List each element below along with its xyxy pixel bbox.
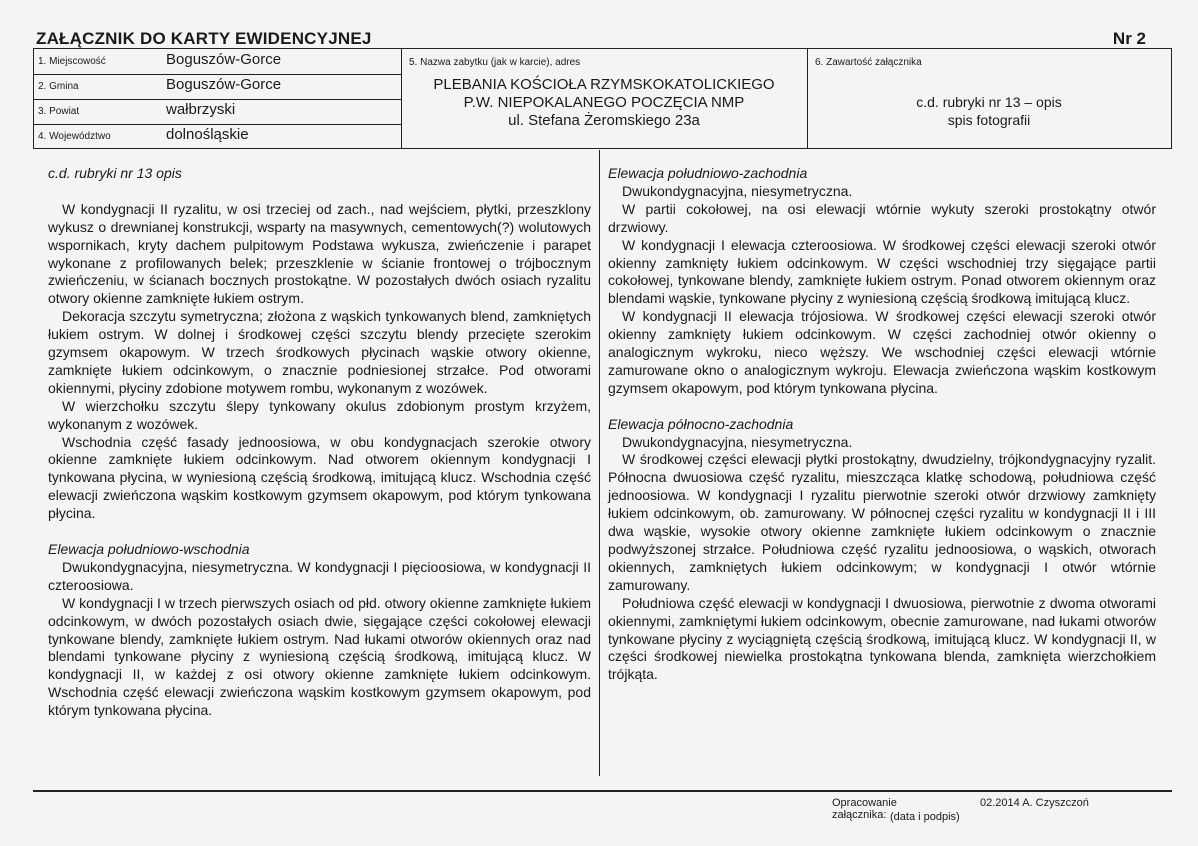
paragraph: W środkowej części elewacji płytki prostokątny, dwudzielny, trójkondygnacyjny ryzalit. Północna dwuosiowa część ryzalitu, mieszcząca klatkę schodową, południowa część jednoosiowa. W kondygnacji I ryzalitu pierwotnie szeroki otwór drzwiowy zamknięty łukiem odcinkowym, ob. zamurowany. W północnej części ryzalitu w kondygnacji II i III dwa wąskie, wysokie otwory okienne zamknięte łukiem odcinkowym o znacznie podwyższonej strzałce. Południowa część ryzalitu jednoosiowa, o wąskich, otworach okiennych, zamkniętych łukiem odcinkowym; w kondygnacji I otwór wtórnie zamurowany. bbox=[608, 451, 1156, 593]
field-value: wałbrzyski bbox=[166, 101, 236, 118]
location-fields bbox=[34, 49, 402, 148]
contents-line: spis fotografii bbox=[947, 112, 1031, 128]
monument-name-line: PLEBANIA KOŚCIOŁA RZYMSKOKATOLICKIEGO bbox=[433, 76, 775, 93]
field-row-county bbox=[34, 99, 401, 125]
paragraph: Wschodnia część fasady jednoosiowa, w obu kondygnacjach szerokie otwory okienne zamknięte łukiem odcinkowym. Nad otworem okiennym kondygnacji I tynkowana płycina, w wyniesioną częścią środkową, imitującą klucz. Wschodnia część elewacji zwieńczona wąskim kostkowym gzymsem okapowym, pod którym tynkowana płycina. bbox=[48, 433, 591, 522]
paragraph: W kondygnacji I elewacja czteroosiowa. W środkowej części elewacji szeroki otwór okienny zamknięty łukiem odcinkowym. W części wschodniej trzy sięgające partii cokołowej, tynkowane blendy, zamknięte łukiem ostrym. Ponad otworem okiennym oraz blendami wąskie, tynkowane płyciny z wyniesioną częścią środkową imitującą klucz. bbox=[608, 236, 1156, 307]
monument-label: 5. Nazwa zabytku (jak w karcie), adres bbox=[409, 57, 581, 68]
field-row-voivodeship bbox=[34, 124, 401, 149]
field-label: 1. Miejscowość bbox=[38, 56, 106, 67]
monument-cell bbox=[401, 49, 808, 148]
paragraph: Dwukondygnacyjna, niesymetryczna. bbox=[622, 182, 853, 199]
section-heading: Elewacja północno-zachodnia bbox=[608, 415, 794, 432]
field-value: dolnośląskie bbox=[166, 126, 249, 143]
field-label: 4. Województwo bbox=[38, 131, 111, 142]
field-label: 2. Gmina bbox=[38, 81, 79, 92]
paragraph: W kondygnacji II elewacja trójosiowa. W środkowej części elewacji szeroki otwór okienny zamknięty łukiem odcinkowym. W części zachodniej otwór okienny o analogicznym wykroku, nieco węższy. We wschodniej części elewacji wtórnie zamurowane okno o analogicznym wykroju. Elewacja zwieńczona wąskim kostkowym gzymsem okapowym, pod którym tynkowana płycina. bbox=[608, 308, 1156, 396]
field-label: 3. Powiat bbox=[38, 106, 80, 117]
paragraph: W kondygnacji II ryzalitu, w osi trzeciej od zach., nad wejściem, płytki, przeszklony wykusz o drewnianej konstrukcji, wsparty na masywnych, cementowych(?) wolutowych wspornikach, kryty dachem pulpitowym Podstawa wykusza, zwieńczenie i parapet wykonane z profilowanych belek; przeszklenie w ścianie frontowej o trójbocznym zwieńczeniu, w ścianach bocznych prostokątne. W pozostałych dwóch osiach ryzalitu otwory okienne zamknięte łukiem ostrym. bbox=[48, 200, 591, 307]
field-value: Boguszów-Gorce bbox=[166, 51, 282, 68]
prepared-by-value: 02.2014 A. Czyszczoń bbox=[980, 797, 1089, 809]
right-column bbox=[608, 165, 1156, 684]
attachment-number: Nr 2 bbox=[1112, 29, 1146, 48]
bottom-rule bbox=[33, 790, 1172, 792]
document-title: ZAŁĄCZNIK DO KARTY EWIDENCYJNEJ bbox=[36, 29, 372, 48]
paragraph: W kondygnacji I w trzech pierwszych osiach od płd. otwory okienne zamknięte łukiem odcinkowym, w dwóch pozostałych osiach dwie, sięgające części cokołowej elewacji tynkowane blendy, zamknięte łukiem ostrym. Nad łukami otworów okiennych oraz nad blendami tynkowane płyciny z wyniesioną częścią środkową, imitującą klucz. W kondygnacji II, w każdej z osi otwory okienne zamknięte łukiem odcinkowym. Wschodnia część elewacji zwieńczona wąskim kostkowym gzymsem okapowym, pod którym tynkowana płycina. bbox=[48, 594, 591, 719]
paragraph: Dwukondygnacyjna, niesymetryczna. bbox=[622, 433, 853, 450]
paragraph: W wierzchołku szczytu ślepy tynkowany okulus zdobionym prostym krzyżem, wykonanym z wozówek. bbox=[48, 397, 591, 432]
contents-line: c.d. rubryki nr 13 – opis bbox=[916, 94, 1062, 110]
field-row-locality bbox=[34, 49, 401, 75]
left-column bbox=[48, 165, 591, 720]
paragraph: Dwukondygnacyjna, niesymetryczna. W kondygnacji I pięcioosiowa, w kondygnacji II czteroosiowa. bbox=[48, 558, 591, 593]
signature-caption: (data i podpis) bbox=[890, 811, 960, 823]
monument-address: ul. Stefana Żeromskiego 23a bbox=[508, 112, 700, 129]
section-heading: c.d. rubryki nr 13 opis bbox=[48, 165, 182, 181]
monument-name-line: P.W. NIEPOKALANEGO POCZĘCIA NMP bbox=[463, 94, 745, 111]
paragraph: Południowa część elewacji w kondygnacji I dwuosiowa, pierwotnie z dwoma otworami okiennymi, zamkniętymi łukiem odcinkowym, obecnie zamurowane, nad łukami otworów tynkowane płyciny z wyciągniętą częścią środkową, imitującą klucz. W kondygnacji II, w części środkowej niewielka prostokątna tynkowana blenda, zamknięta wierzchołkiem trójkąta. bbox=[608, 594, 1156, 683]
paragraph: W partii cokołowej, na osi elewacji wtórnie wykuty szeroki prostokątny otwór drzwiowy. bbox=[608, 200, 1156, 235]
header-table bbox=[33, 48, 1172, 149]
prepared-by-label: Opracowanie załącznika: bbox=[832, 797, 897, 821]
paragraph: Dekoracja szczytu symetryczna; złożona z wąskich tynkowanych blend, zamkniętych łukiem ostrym. W dolnej i środkowej części szczytu blendy przecięte szerokim gzymsem okapowym. W trzech środkowych płycinach wąskie otwory okienne, zamknięte łukiem odcinkowym, o znacznie podniesionej strzałce. Pod otworami okiennymi, płyciny zdobione motywem rombu, wykonanym z wozówek. bbox=[48, 308, 591, 396]
section-heading: Elewacja południowo-wschodnia bbox=[48, 541, 250, 557]
column-divider bbox=[599, 150, 600, 776]
section-heading: Elewacja południowo-zachodnia bbox=[608, 165, 808, 181]
field-row-commune bbox=[34, 74, 401, 100]
contents-label: 6. Zawartość załącznika bbox=[815, 57, 922, 68]
field-value: Boguszów-Gorce bbox=[166, 76, 282, 93]
contents-cell bbox=[807, 49, 1171, 148]
